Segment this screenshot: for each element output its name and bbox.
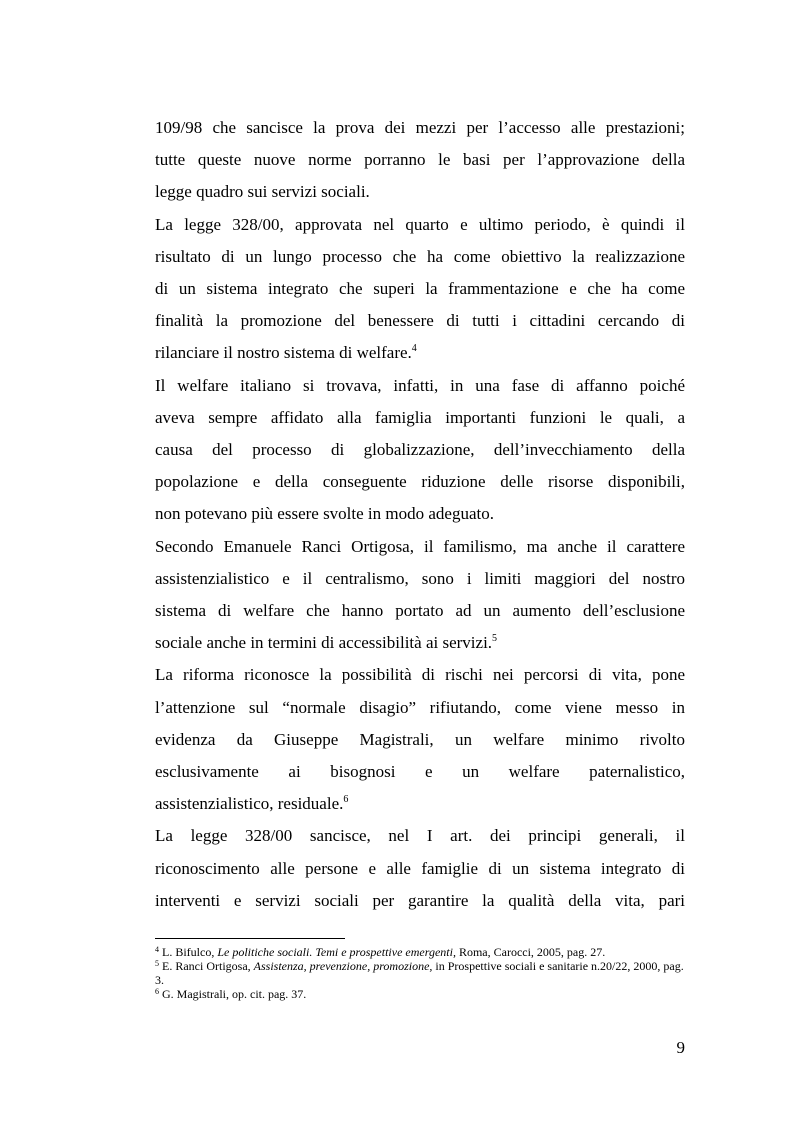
text-line-with-footnote <box>155 788 685 820</box>
text-line: l’attenzione sul “normale disagio” rifiutando, come viene messo in <box>155 697 685 717</box>
footnote-number: 5 <box>155 959 159 968</box>
paragraph-1 <box>155 112 685 209</box>
footnote-text: in Prospettive sociali e sanitarie n.20/22, 2000, pag. 3. <box>155 959 684 987</box>
text-line: risultato di un lungo processo che ha come obiettivo la realizzazione <box>155 246 685 266</box>
text-line-with-footnote <box>155 627 685 659</box>
text-line: La legge 328/00, approvata nel quarto e ultimo periodo, è quindi il <box>155 214 685 234</box>
text-line: sistema di welfare che hanno portato ad un aumento dell’esclusione <box>155 601 685 621</box>
page-number: 9 <box>676 1038 685 1057</box>
text-line: popolazione e della conseguente riduzione delle risorse disponibili, <box>155 472 685 492</box>
text-line: Secondo Emanuele Ranci Ortigosa, il familismo, ma anche il carattere <box>155 536 685 556</box>
text-line: non potevano più essere svolte in modo adeguato. <box>155 504 494 524</box>
text-line: finalità la promozione del benessere di tutti i cittadini cercando di <box>155 311 685 331</box>
paragraph-4 <box>155 531 685 660</box>
body-text <box>155 112 685 917</box>
text-line: esclusivamente ai bisognosi e un welfare paternalistico, <box>155 762 685 782</box>
paragraph-3 <box>155 370 685 531</box>
text-line: 109/98 che sancisce la prova dei mezzi per l’accesso alle prestazioni; <box>155 118 685 137</box>
footnote-text: L. Bifulco, <box>162 945 218 959</box>
text-line-with-footnote <box>155 337 685 369</box>
text-line: La legge 328/00 sancisce, nel I art. dei principi generali, il <box>155 826 685 846</box>
paragraph-5 <box>155 659 685 820</box>
text-line-content: rilanciare il nostro sistema di welfare. <box>155 343 412 363</box>
footnote-title: Le politiche sociali. Temi e prospettive emergenti, <box>217 945 456 959</box>
text-line: interventi e servizi sociali per garantire la qualità della vita, pari <box>155 890 685 910</box>
text-line: aveva sempre affidato alla famiglia importanti funzioni le quali, a <box>155 407 685 427</box>
text-line: causa del processo di globalizzazione, dell’invecchiamento della <box>155 440 685 460</box>
footnote-title: Assistenza, prevenzione, promozione, <box>253 959 433 973</box>
text-line: tutte queste nuove norme porranno le basi per l’approvazione della <box>155 150 685 170</box>
text-line: evidenza da Giuseppe Magistrali, un welfare minimo rivolto <box>155 729 685 749</box>
footnote-number: 6 <box>155 987 159 996</box>
footnote-6 <box>155 987 685 1001</box>
text-line-content: sociale anche in termini di accessibilità ai servizi. <box>155 633 493 653</box>
paragraph-2 <box>155 209 685 370</box>
footnotes <box>155 945 685 1001</box>
paragraph-6 <box>155 820 685 917</box>
text-line: di un sistema integrato che superi la frammentazione e che ha come <box>155 279 685 299</box>
text-line: legge quadro sui servizi sociali. <box>155 182 370 202</box>
footnote-text: Roma, Carocci, 2005, pag. 27. <box>455 945 606 959</box>
text-line: Il welfare italiano si trovava, infatti, in una fase di affanno poiché <box>155 375 685 395</box>
footnote-ref-6[interactable]: 6 <box>343 794 349 806</box>
text-line: La riforma riconosce la possibilità di rischi nei percorsi di vita, pone <box>155 665 685 685</box>
footnote-text: E. Ranci Ortigosa, <box>162 959 254 973</box>
footnote-text: G. Magistrali, op. cit. pag. 37. <box>162 987 307 1001</box>
text-line: riconoscimento alle persone e alle famiglie di un sistema integrato di <box>155 858 685 878</box>
footnote-ref-4[interactable]: 4 <box>411 343 417 355</box>
text-line-content: assistenzialistico, residuale. <box>155 794 344 814</box>
footnote-5 <box>155 959 685 987</box>
footnote-number: 4 <box>155 945 159 954</box>
footnote-4 <box>155 945 685 959</box>
text-line: assistenzialistico e il centralismo, sono i limiti maggiori del nostro <box>155 568 685 588</box>
footnote-ref-5[interactable]: 5 <box>492 633 498 645</box>
footnote-separator <box>155 938 345 939</box>
